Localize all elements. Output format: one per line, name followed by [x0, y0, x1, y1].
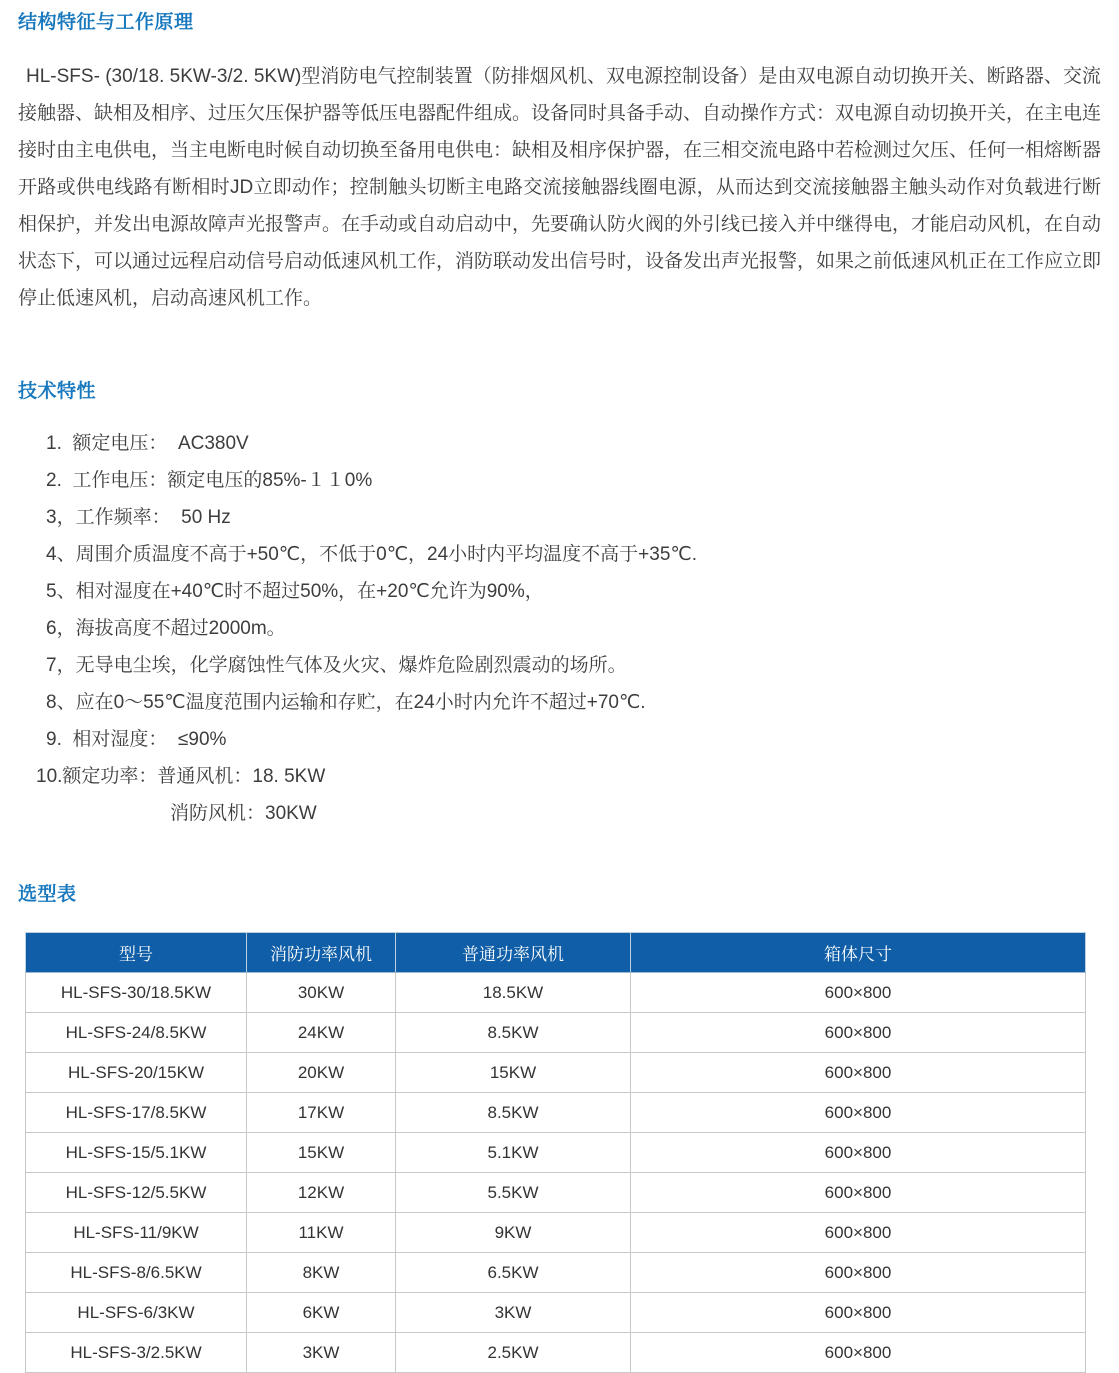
- structure-section-title: 结构特征与工作原理: [18, 12, 194, 33]
- table-row: [26, 1333, 1086, 1373]
- table-row: [26, 1133, 1086, 1173]
- tech-spec-item: 10.额定功率：普通风机：18. 5KW: [36, 766, 326, 787]
- table-cell-cabinet-size: 600×800: [631, 1013, 1086, 1053]
- table-cell-fire-power: 17KW: [247, 1093, 396, 1133]
- table-cell-cabinet-size: 600×800: [631, 973, 1086, 1013]
- selection-table-body: [26, 973, 1086, 1373]
- table-cell-model: HL-SFS-24/8.5KW: [26, 1013, 247, 1053]
- table-cell-normal-power: 8.5KW: [396, 1093, 631, 1133]
- tech-spec-item: 5、相对湿度在+40℃时不超过50%，在+20℃允许为90%，: [46, 581, 544, 602]
- table-cell-model: HL-SFS-17/8.5KW: [26, 1093, 247, 1133]
- table-cell-fire-power: 3KW: [247, 1333, 396, 1373]
- table-cell-fire-power: 24KW: [247, 1013, 396, 1053]
- table-cell-normal-power: 15KW: [396, 1053, 631, 1093]
- tech-spec-item: 8、应在0～55℃温度范围内运输和存贮，在24小时内允许不超过+70℃.: [46, 692, 646, 713]
- table-cell-normal-power: 2.5KW: [396, 1333, 631, 1373]
- table-row: [26, 1093, 1086, 1133]
- tech-spec-item: 4、周围介质温度不高于+50℃，不低于0℃，24小时内平均温度不高于+35℃.: [46, 544, 698, 565]
- col-header-normal-fan-power: 普通功率风机: [396, 933, 631, 973]
- table-cell-model: HL-SFS-11/9KW: [26, 1213, 247, 1253]
- table-cell-fire-power: 20KW: [247, 1053, 396, 1093]
- table-row: [26, 1053, 1086, 1093]
- tech-spec-list: [18, 425, 1101, 832]
- table-cell-normal-power: 5.5KW: [396, 1173, 631, 1213]
- table-row: [26, 1253, 1086, 1293]
- col-header-model: 型号: [26, 933, 247, 973]
- tech-spec-item: 9. 相对湿度： ≤90%: [46, 729, 227, 750]
- table-cell-model: HL-SFS-12/5.5KW: [26, 1173, 247, 1213]
- table-cell-fire-power: 11KW: [247, 1213, 396, 1253]
- table-cell-normal-power: 5.1KW: [396, 1133, 631, 1173]
- table-cell-normal-power: 9KW: [396, 1213, 631, 1253]
- table-cell-normal-power: 18.5KW: [396, 973, 631, 1013]
- table-cell-cabinet-size: 600×800: [631, 1293, 1086, 1333]
- tech-spec-item: 3，工作频率： 50 Hz: [46, 507, 231, 528]
- table-cell-fire-power: 6KW: [247, 1293, 396, 1333]
- col-header-fire-fan-power: 消防功率风机: [247, 933, 396, 973]
- tech-spec-item: 7，无导电尘埃，化学腐蚀性气体及火灾、爆炸危险剧烈震动的场所。: [46, 655, 627, 676]
- table-row: [26, 1173, 1086, 1213]
- table-cell-fire-power: 15KW: [247, 1133, 396, 1173]
- table-cell-fire-power: 8KW: [247, 1253, 396, 1293]
- selection-section-title: 选型表: [18, 884, 77, 905]
- tech-section-title: 技术特性: [18, 381, 97, 402]
- table-row: [26, 973, 1086, 1013]
- table-cell-cabinet-size: 600×800: [631, 1213, 1086, 1253]
- table-cell-model: HL-SFS-15/5.1KW: [26, 1133, 247, 1173]
- table-header-row: [26, 933, 1086, 973]
- table-cell-normal-power: 8.5KW: [396, 1013, 631, 1053]
- table-cell-cabinet-size: 600×800: [631, 1173, 1086, 1213]
- table-cell-fire-power: 30KW: [247, 973, 396, 1013]
- table-cell-normal-power: 6.5KW: [396, 1253, 631, 1293]
- table-cell-normal-power: 3KW: [396, 1293, 631, 1333]
- tech-spec-item-continuation: 消防风机：30KW: [170, 803, 317, 824]
- table-cell-model: HL-SFS-30/18.5KW: [26, 973, 247, 1013]
- table-cell-cabinet-size: 600×800: [631, 1133, 1086, 1173]
- table-cell-model: HL-SFS-3/2.5KW: [26, 1333, 247, 1373]
- table-row: [26, 1293, 1086, 1333]
- table-cell-model: HL-SFS-6/3KW: [26, 1293, 247, 1333]
- selection-table-header: [26, 933, 1086, 973]
- table-cell-cabinet-size: 600×800: [631, 1093, 1086, 1133]
- structure-paragraph: HL-SFS- (30/18. 5KW-3/2. 5KW)型消防电气控制装置（防排烟风机、双电源控制设备）是由双电源自动切换开关、断路器、交流接触器、缺相及相序、过压欠压保护器等低压电器配件组成。设备同时具备手动、自动操作方式：双电源自动切换开关，在主电连接时由主电供电，当主电断电时候自动切换至备用电供电：缺相及相序保护器，在三相交流电路中若检测过欠压、任何一相熔断器开路或供电线路有断相时JD立即动作；控制触头切断主电路交流接触器线圈电源，从而达到交流接触器主触头动作对负载进行断相保护，并发出电源故障声光报警声。在手动或自动启动中，先要确认防火阀的外引线已接入并中继得电，才能启动风机，在自动状态下，可以通过远程启动信号启动低速风机工作，消防联动发出信号时，设备发出声光报警，如果之前低速风机正在工作应立即停止低速风机，启动高速风机工作。: [18, 66, 1102, 309]
- table-row: [26, 1013, 1086, 1053]
- table-cell-model: HL-SFS-20/15KW: [26, 1053, 247, 1093]
- tech-spec-item: 6，海拔高度不超过2000m。: [46, 618, 286, 639]
- col-header-cabinet-size: 箱体尺寸: [631, 933, 1086, 973]
- table-row: [26, 1213, 1086, 1253]
- table-cell-cabinet-size: 600×800: [631, 1333, 1086, 1373]
- table-cell-cabinet-size: 600×800: [631, 1253, 1086, 1293]
- tech-spec-item: 1. 额定电压： AC380V: [46, 433, 249, 454]
- table-cell-fire-power: 12KW: [247, 1173, 396, 1213]
- table-cell-model: HL-SFS-8/6.5KW: [26, 1253, 247, 1293]
- tech-spec-item: 2. 工作电压：额定电压的85%-１１0%: [46, 470, 373, 491]
- table-cell-cabinet-size: 600×800: [631, 1053, 1086, 1093]
- selection-table: [25, 932, 1086, 1373]
